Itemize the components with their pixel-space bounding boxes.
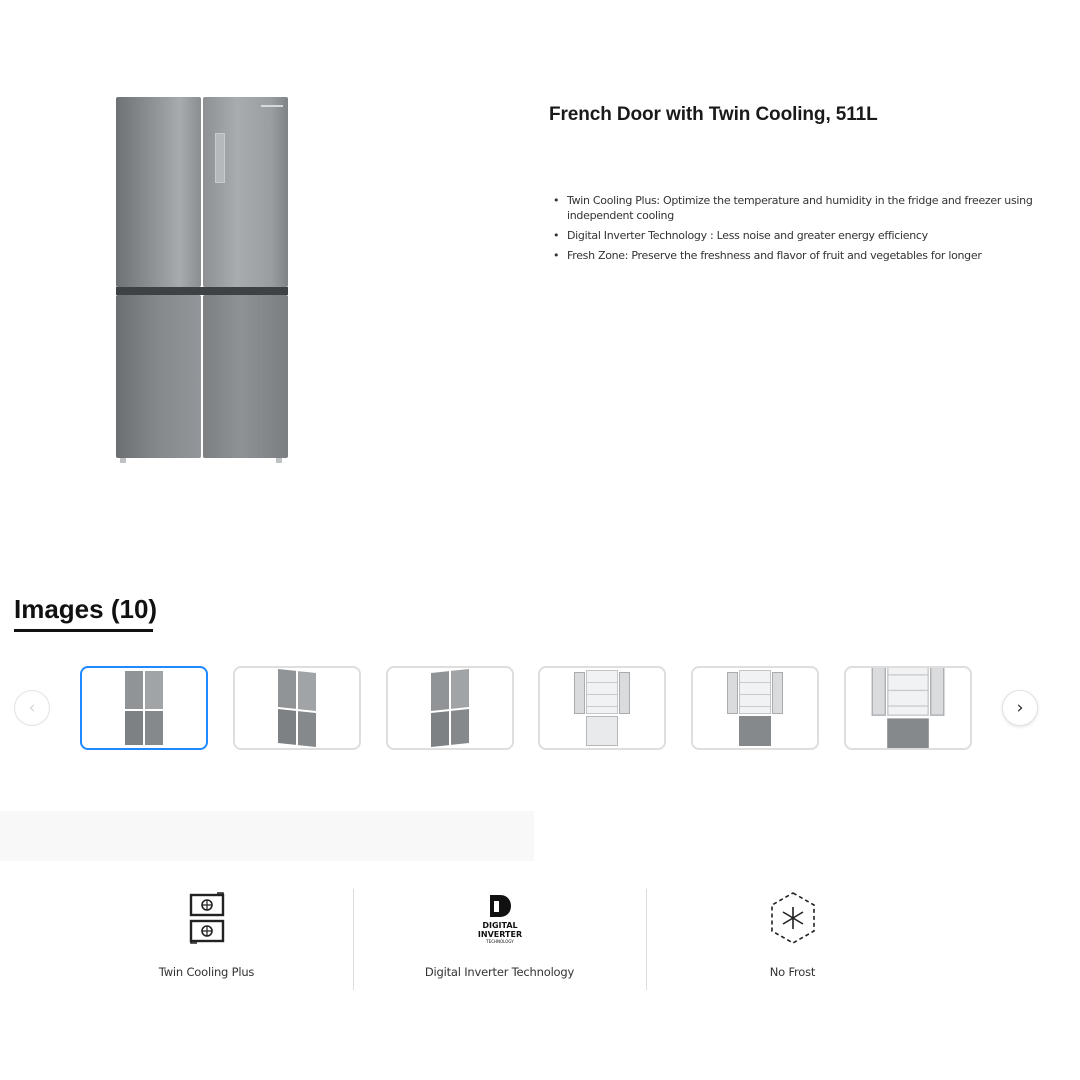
thumb-fridge-all-open-image [572,670,632,746]
gallery-thumbnail[interactable] [538,666,666,750]
gallery-thumbnail[interactable] [386,666,514,750]
freezer-drawer-right [203,295,288,458]
gallery-prev-button[interactable] [14,690,50,726]
feature-badge-label: Digital Inverter Technology [424,965,575,979]
fridge-foot [120,458,126,463]
thumb-fridge-front-image [125,671,163,745]
feature-badge-digital-inverter [353,889,646,990]
inverter-logo-line2: INVERTER [477,930,522,939]
feature-item: • Digital Inverter Technology : Less noise and greater energy efficiency [553,228,1043,243]
refrigerator-front-image [116,97,288,463]
thumb-fridge-right-angle-image [431,669,469,747]
gallery-next-button[interactable] [1002,690,1038,726]
gallery-thumbnail[interactable] [691,666,819,750]
brand-logo [261,105,283,107]
twin-cooling-icon [188,889,226,947]
digital-inverter-icon [474,889,526,947]
product-hero-image [116,97,288,463]
inverter-logo-line1: DIGITAL [481,921,518,930]
heading-underline [14,629,153,632]
product-title: French Door with Twin Cooling, 511L [549,104,878,125]
fridge-divider-band [116,287,288,295]
feature-list [553,193,1043,268]
feature-badge-label: No Frost [769,965,816,979]
thumb-fridge-left-angle-image [278,669,316,747]
gallery-thumbnail[interactable] [233,666,361,750]
chevron-right-icon: › [1016,698,1024,718]
freezer-drawer-left [116,295,201,458]
section-strip [0,811,534,861]
gallery-thumbnail[interactable] [844,666,972,750]
chevron-left-icon: ‹ [28,698,36,718]
thumb-fridge-top-open-image [725,670,785,746]
fridge-foot [276,458,282,463]
images-section-heading: Images (10) [14,594,158,624]
feature-item: • Twin Cooling Plus: Optimize the temperature and humidity in the fridge and freezer using independent cooling [553,193,1043,223]
feature-item: • Fresh Zone: Preserve the freshness and flavor of fruit and vegetables for longer [553,248,1043,263]
fridge-control-panel [215,133,225,183]
feature-badge-label: Twin Cooling Plus [158,965,255,979]
feature-badge-twin-cooling [60,889,353,990]
gallery-thumbnail[interactable] [80,666,208,750]
no-frost-icon [768,889,818,947]
fridge-door-top-left [116,97,201,287]
feature-badge-no-frost [646,889,939,990]
fridge-door-top-right [203,97,288,287]
thumb-fridge-interior-image [869,666,947,750]
inverter-logo-line3: TECHNOLOGY [485,939,514,944]
